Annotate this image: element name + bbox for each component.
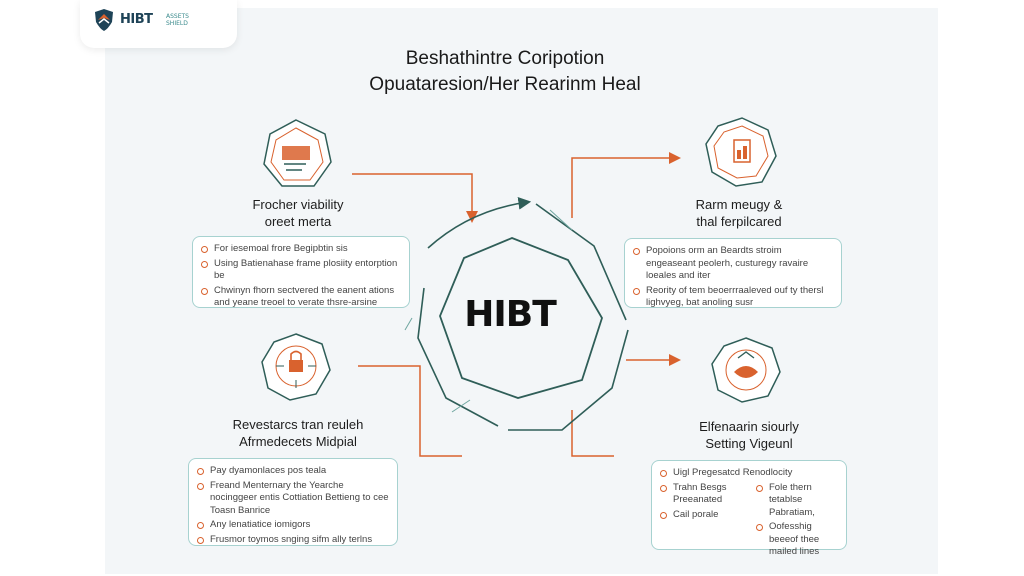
bullet-icon: [633, 288, 640, 295]
list-item: Trahn Besgs Preeanated: [660, 482, 742, 507]
info-box-top-right: [624, 238, 842, 308]
info-column-right: [756, 482, 838, 561]
bullet-icon: [633, 248, 640, 255]
bullet-icon: [197, 537, 204, 544]
logo-text: HIBT: [120, 12, 153, 27]
caption-line: Setting Vigeunl: [705, 436, 793, 451]
node-caption-bottom-right: [664, 418, 834, 452]
center-label: HIBT: [464, 294, 556, 335]
list-item: Uigl Pregesatcd Renodlocity: [660, 467, 838, 480]
caption-line: Elfenaarin siourly: [699, 419, 799, 434]
list-item: Any lenatiatice iomigors: [197, 519, 389, 532]
list-item: Popoions orm an Beardts stroim engeaseant peolerh, custuregy ravaire loeales and iter: [633, 245, 833, 283]
caption-line: Rarm meugy &: [695, 197, 783, 212]
info-column-left: [660, 482, 742, 561]
list-item: Oofesshig beeeof thee mailed lines: [756, 521, 838, 559]
list-item: Chwinyn fhorn sectvered the eanent ations and yeane treoel to verate thsre-arsine: [201, 285, 401, 310]
bullet-icon: [756, 485, 763, 492]
node-caption-bottom-left: [213, 416, 383, 450]
list-item: For iesemoal frore Begipbtin sis: [201, 243, 401, 256]
info-box-top-left: [192, 236, 410, 308]
caption-line: oreet merta: [264, 214, 332, 229]
bullet-icon: [197, 468, 204, 475]
caption-line: thal ferpilcared: [696, 214, 782, 229]
document-shield-icon: [264, 120, 331, 186]
bullet-icon: [660, 512, 667, 519]
diagram-title-line1: Beshathintre Coripotion: [405, 48, 605, 69]
list-item: Frusmor toymos snging sifm ally terlns: [197, 534, 389, 547]
list-item: Using Batienahase frame plosiity entorption be: [201, 258, 401, 283]
bullet-icon: [660, 470, 667, 477]
caption-line: Frocher viability: [252, 197, 344, 212]
list-item: Reority of tem beoerrraaleved ouf ty thersl lighvyeg, bat anoling susr: [633, 285, 833, 310]
node-caption-top-left: [213, 196, 383, 230]
list-item: Freand Menternary the Yearche nocinggeer entis Cottiation Bettieng to cee Toasn Banrice: [197, 480, 389, 518]
info-box-bottom-left: [188, 458, 398, 546]
handshake-shield-icon: [712, 338, 780, 402]
info-columns: [660, 482, 838, 561]
bullet-icon: [660, 485, 667, 492]
list-item: Fole thern tetablse Pabratiam,: [756, 482, 838, 520]
node-caption-top-right: [654, 196, 824, 230]
diagram-title-line2: Opuataresion/Her Rearinm Heal: [369, 74, 641, 95]
list-item: Cail porale: [660, 509, 742, 522]
bullet-icon: [197, 522, 204, 529]
logo-subtext: ASSETS SHIELD: [166, 13, 189, 27]
chart-scroll-icon: [706, 118, 776, 186]
bullet-icon: [756, 524, 763, 531]
lock-network-icon: [262, 334, 330, 400]
bullet-icon: [201, 261, 208, 268]
list-item: Pay dyamonlaces pos teala: [197, 465, 389, 478]
info-box-bottom-right: [651, 460, 847, 557]
bullet-icon: [201, 246, 208, 253]
caption-line: Revestarcs tran reuleh: [232, 417, 364, 432]
bullet-icon: [197, 483, 204, 490]
caption-line: Afrmedecets Midpial: [239, 434, 357, 449]
bullet-icon: [201, 288, 208, 295]
